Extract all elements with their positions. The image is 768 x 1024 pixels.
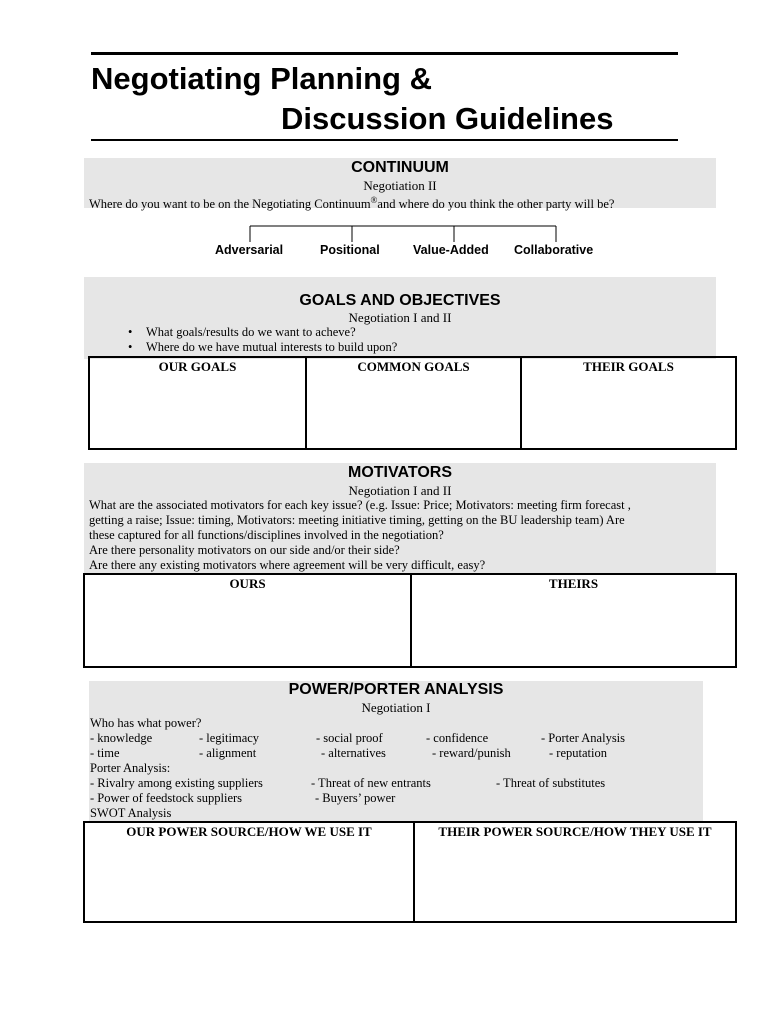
motivators-line: Are there personality motivators on our side and/or their side? [89,543,400,557]
their-goals-header: THEIR GOALS [583,359,674,374]
swot-label: SWOT Analysis [90,806,172,820]
porter-item: - Buyers’ power [315,791,396,805]
common-goals-cell[interactable] [305,358,520,448]
continuum-label-collaborative: Collaborative [514,243,594,257]
power-item: - alternatives [321,746,386,760]
power-item: - time [90,746,120,760]
power-item: - confidence [426,731,489,745]
goals-table [88,356,737,450]
their-power-header: THEIR POWER SOURCE/HOW THEY USE IT [438,824,712,839]
registered-mark: ® [370,195,378,205]
power-item: - alignment [199,746,257,760]
our-power-header: OUR POWER SOURCE/HOW WE USE IT [126,824,372,839]
goals-bullet: • Where do we have mutual interests to build upon? [126,340,397,355]
motivators-line: What are the associated motivators for each key issue? (e.g. Issue: Price; Motivators: meeting firm forecast , [89,498,631,512]
power-item: - Porter Analysis [541,731,626,745]
their-goals-cell[interactable] [520,358,735,448]
power-subheading: Negotiation I [361,700,431,715]
top-rule [91,52,678,55]
title-underline [91,139,678,141]
ours-header: OURS [229,576,266,591]
power-item: - reputation [549,746,607,760]
continuum-heading: CONTINUUM [351,159,449,176]
our-power-cell[interactable] [85,823,413,921]
power-item: - reward/punish [432,746,511,760]
power-table [83,821,737,923]
motivators-line: getting a raise; Issue: timing, Motivators: meeting initiative timing, getting on the BU leadership team) Are [89,513,625,527]
porter-item: - Rivalry among existing suppliers [90,776,263,790]
motivators-subheading: Negotiation I and II [348,483,452,498]
porter-label: Porter Analysis: [90,761,171,775]
motivators-line: these captured for all functions/disciplines involved in the negotiation? [89,528,444,542]
goals-bullet-list [126,325,397,355]
continuum-subheading: Negotiation II [363,178,437,193]
continuum-question-part2: and where do you think the other party will be? [377,197,615,212]
motivators-heading: MOTIVATORS [348,464,452,481]
porter-item: - Threat of new entrants [311,776,431,790]
motivators-line: Are there any existing motivators where agreement will be very difficult, easy? [89,558,486,572]
continuum-section [84,158,716,212]
continuum-question [89,193,614,212]
page-title-line2: Discussion Guidelines [281,101,614,136]
goals-subheading: Negotiation I and II [348,310,452,325]
theirs-cell[interactable] [410,575,735,666]
porter-item: - Threat of substitutes [496,776,606,790]
our-goals-cell[interactable] [90,358,305,448]
continuum-question-part1: Where do you want to be on the Negotiating Continuum [89,197,371,212]
power-intro: Who has what power? [90,716,202,730]
power-item: - legitimacy [199,731,260,745]
porter-item: - Power of feedstock suppliers [90,791,243,805]
their-power-cell[interactable] [413,823,735,921]
power-heading: POWER/PORTER ANALYSIS [288,681,504,698]
continuum-label-adversarial: Adversarial [215,243,284,257]
common-goals-header: COMMON GOALS [357,359,470,374]
continuum-label-positional: Positional [320,243,380,257]
goals-bullet: • What goals/results do we want to acheve? [126,325,397,340]
goals-section [84,277,716,359]
power-item: - knowledge [90,731,153,745]
page-title-line1: Negotiating Planning & [91,61,432,96]
goals-heading: GOALS AND OBJECTIVES [299,292,501,309]
continuum-label-value-added: Value-Added [413,243,489,257]
power-item: - social proof [316,731,383,745]
motivators-table [83,573,737,668]
motivators-section [84,463,716,575]
ours-cell[interactable] [85,575,410,666]
theirs-header: THEIRS [548,576,599,591]
our-goals-header: OUR GOALS [158,359,237,374]
